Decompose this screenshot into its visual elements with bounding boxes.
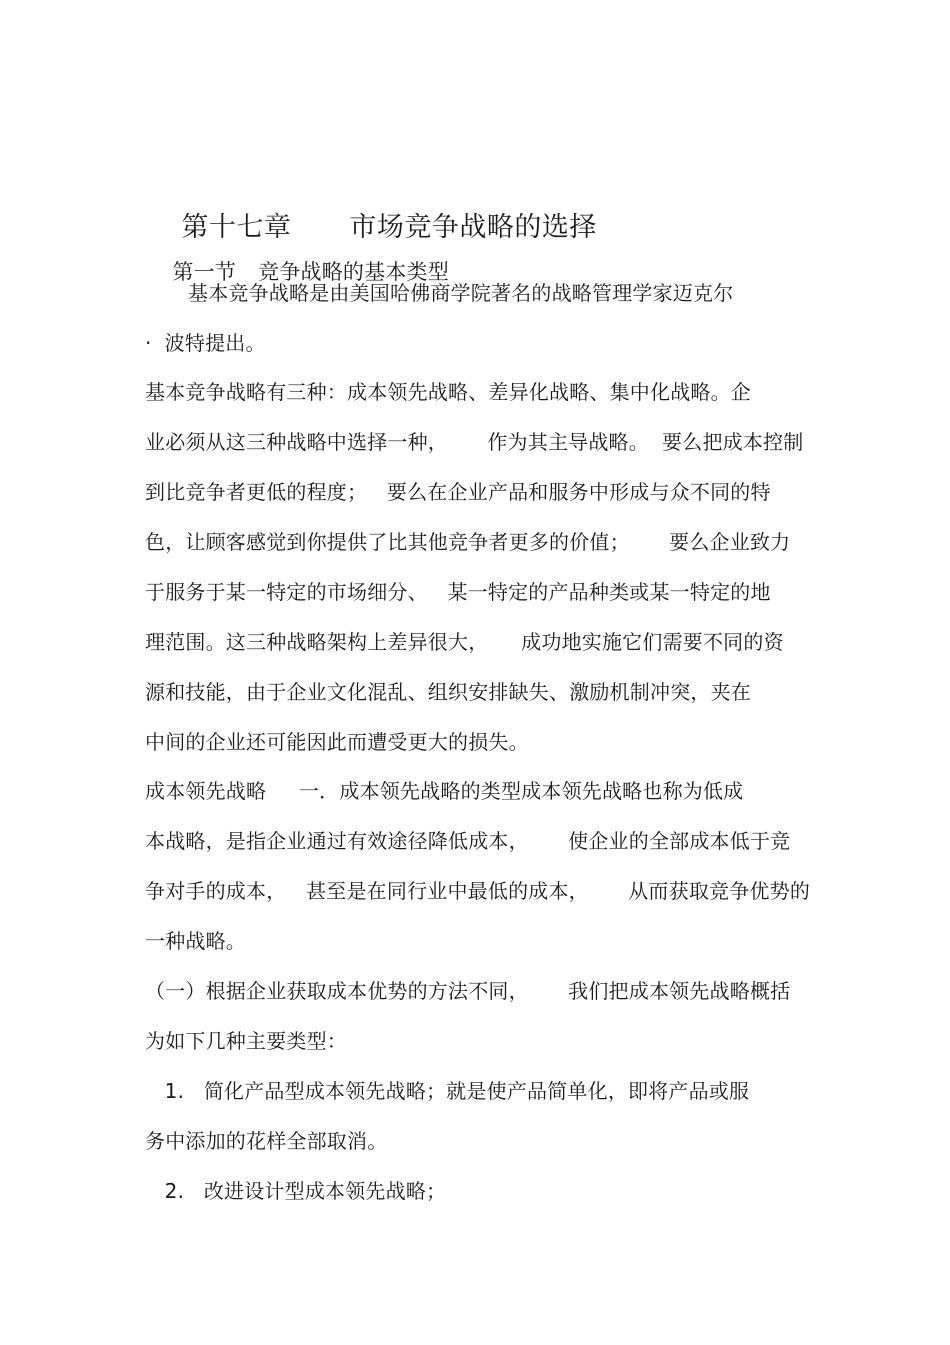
list-item-line: 1. 简化产品型成本领先战略；就是使产品简单化，即将产品或服 [145, 1079, 750, 1103]
paragraph-line: 基本竞争战略是由美国哈佛商学院著名的战略管理学家迈克尔 [188, 281, 734, 305]
paragraph-line: 为如下几种主要类型： [145, 1029, 347, 1053]
paragraph-line: 色，让顾客感觉到你提供了比其他竞争者更多的价值； 要么企业致力 [145, 530, 791, 554]
paragraph-line: 理范围。这三种战略架构上差异很大， 成功地实施它们需要不同的资 [145, 630, 784, 654]
paragraph-line: （一）根据企业获取成本优势的方法不同， 我们把成本领先战略概括 [145, 979, 791, 1003]
paragraph-line: 基本竞争战略有三种：成本领先战略、差异化战略、集中化战略。企 [145, 380, 751, 404]
paragraph-line: 本战略，是指企业通过有效途径降低成本， 使企业的全部成本低于竞 [145, 829, 791, 853]
paragraph-line: 中间的企业还可能因此而遭受更大的损失。 [145, 730, 529, 754]
list-item-line: 务中添加的花样全部取消。 [145, 1129, 388, 1153]
paragraph-line: 业必须从这三种战略中选择一种， 作为其主导战略。 要么把成本控制 [145, 430, 804, 454]
chapter-title: 市场竞争战略的选择 [349, 212, 597, 243]
paragraph-line: 一种战略。 [145, 929, 246, 953]
paragraph-line: 争对手的成本， 甚至是在同行业中最低的成本， 从而获取竞争优势的 [145, 879, 811, 903]
paragraph-line: 到比竞争者更低的程度； 要么在企业产品和服务中形成与众不同的特 [145, 480, 771, 504]
section-title: 竞争战略的基本类型 [258, 260, 449, 284]
paragraph-line: 于服务于某一特定的市场细分、 某一特定的产品种类或某一特定的地 [145, 580, 771, 604]
chapter-number: 第十七章 [181, 212, 292, 243]
paragraph-line: 源和技能，由于企业文化混乱、组织安排缺失、激励机制冲突，夹在 [145, 680, 751, 704]
list-item-line: 2. 改进设计型成本领先战略； [145, 1179, 447, 1203]
paragraph-line: 成本领先战略 一．成本领先战略的类型成本领先战略也称为低成 [145, 779, 744, 803]
section-number: 第一节 [172, 260, 237, 284]
paragraph-line: · 波特提出。 [145, 331, 266, 355]
